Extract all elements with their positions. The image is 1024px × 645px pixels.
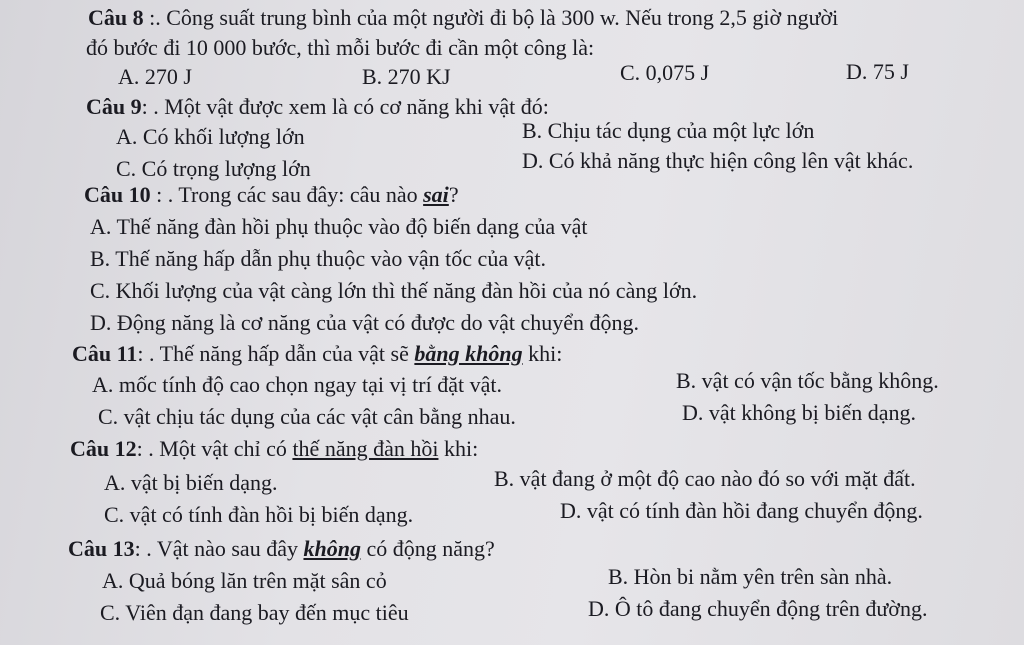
question-8-option-c: C. 0,075 J	[620, 60, 710, 85]
question-12-option-a: A. vật bị biến dạng.	[104, 470, 278, 495]
question-10-text: : . Trong các sau đây: câu nào	[150, 182, 424, 207]
question-9-option-c: C. Có trọng lượng lớn	[116, 156, 311, 181]
question-13-option-b: B. Hòn bi nằm yên trên sàn nhà.	[608, 564, 893, 589]
question-12-option-b: B. vật đang ở một độ cao nào đó so với mặt đất.	[494, 466, 916, 491]
question-9-label: Câu 9	[86, 94, 142, 119]
question-11-label: Câu 11	[72, 341, 138, 366]
question-10-label: Câu 10	[84, 182, 151, 207]
question-8-stem	[88, 5, 838, 31]
question-10-option-a: A. Thế năng đàn hồi phụ thuộc vào độ biến dạng của vật	[90, 214, 588, 239]
question-9-option-a: A. Có khối lượng lớn	[116, 124, 305, 149]
question-8-label: Câu 8	[88, 5, 144, 30]
question-13-stem	[68, 536, 495, 562]
question-12-text: : . Một vật chỉ có	[136, 436, 293, 461]
question-9-option-d: D. Có khả năng thực hiện công lên vật khác.	[522, 148, 914, 173]
question-8-option-a: A. 270 J	[118, 64, 192, 89]
question-11-option-a: A. mốc tính độ cao chọn ngay tại vị trí đặt vật.	[92, 372, 502, 397]
question-11-stem	[72, 341, 562, 367]
question-12-option-d: D. vật có tính đàn hồi đang chuyển động.	[560, 498, 923, 523]
question-13-text: : . Vật nào sau đây	[134, 536, 304, 561]
question-10-emphasis: sai	[423, 182, 449, 207]
question-8-stem-line2: đó bước đi 10 000 bước, thì mỗi bước đi cần một công là:	[86, 35, 595, 60]
question-11-text: : . Thế năng hấp dẫn của vật sẽ	[137, 341, 415, 366]
question-10-stem	[84, 182, 459, 208]
question-9-text: : . Một vật được xem là có cơ năng khi vật đó:	[141, 94, 549, 119]
question-13-text-end: có động năng?	[360, 536, 495, 561]
question-11-option-d: D. vật không bị biến dạng.	[682, 400, 917, 425]
question-9-option-b: B. Chịu tác dụng của một lực lớn	[522, 118, 815, 143]
question-13-option-d: D. Ô tô đang chuyển động trên đường.	[588, 596, 928, 621]
question-8-option-d: D. 75 J	[846, 59, 909, 84]
question-10-option-b: B. Thế năng hấp dẫn phụ thuộc vào vận tốc của vật.	[90, 246, 546, 271]
question-10-text-end: ?	[448, 182, 459, 207]
question-8-option-b: B. 270 KJ	[362, 64, 451, 89]
question-12-label: Câu 12	[70, 436, 137, 461]
question-11-emphasis: bằng không	[414, 341, 523, 366]
question-12-option-c: C. vật có tính đàn hồi bị biến dạng.	[104, 502, 414, 527]
question-12-text-end: khi:	[438, 436, 479, 461]
question-9-stem	[86, 94, 549, 120]
question-10-option-d: D. Động năng là cơ năng của vật có được do vật chuyển động.	[90, 310, 639, 335]
question-12-emphasis: thế năng đàn hồi	[292, 436, 439, 461]
question-11-option-c: C. vật chịu tác dụng của các vật cân bằng nhau.	[98, 404, 516, 429]
question-13-label: Câu 13	[68, 536, 135, 561]
question-13-emphasis: không	[303, 536, 361, 561]
question-10-option-c: C. Khối lượng của vật càng lớn thì thế năng đàn hồi của nó càng lớn.	[90, 278, 698, 303]
question-11-text-end: khi:	[522, 341, 563, 366]
question-11-option-b: B. vật có vận tốc bằng không.	[676, 368, 939, 393]
question-12-stem	[70, 436, 478, 462]
question-8-text: :. Công suất trung bình của một người đi bộ là 300 w. Nếu trong 2,5 giờ người	[143, 5, 839, 30]
question-13-option-a: A. Quả bóng lăn trên mặt sân cỏ	[102, 568, 387, 593]
question-13-option-c: C. Viên đạn đang bay đến mục tiêu	[100, 600, 409, 625]
